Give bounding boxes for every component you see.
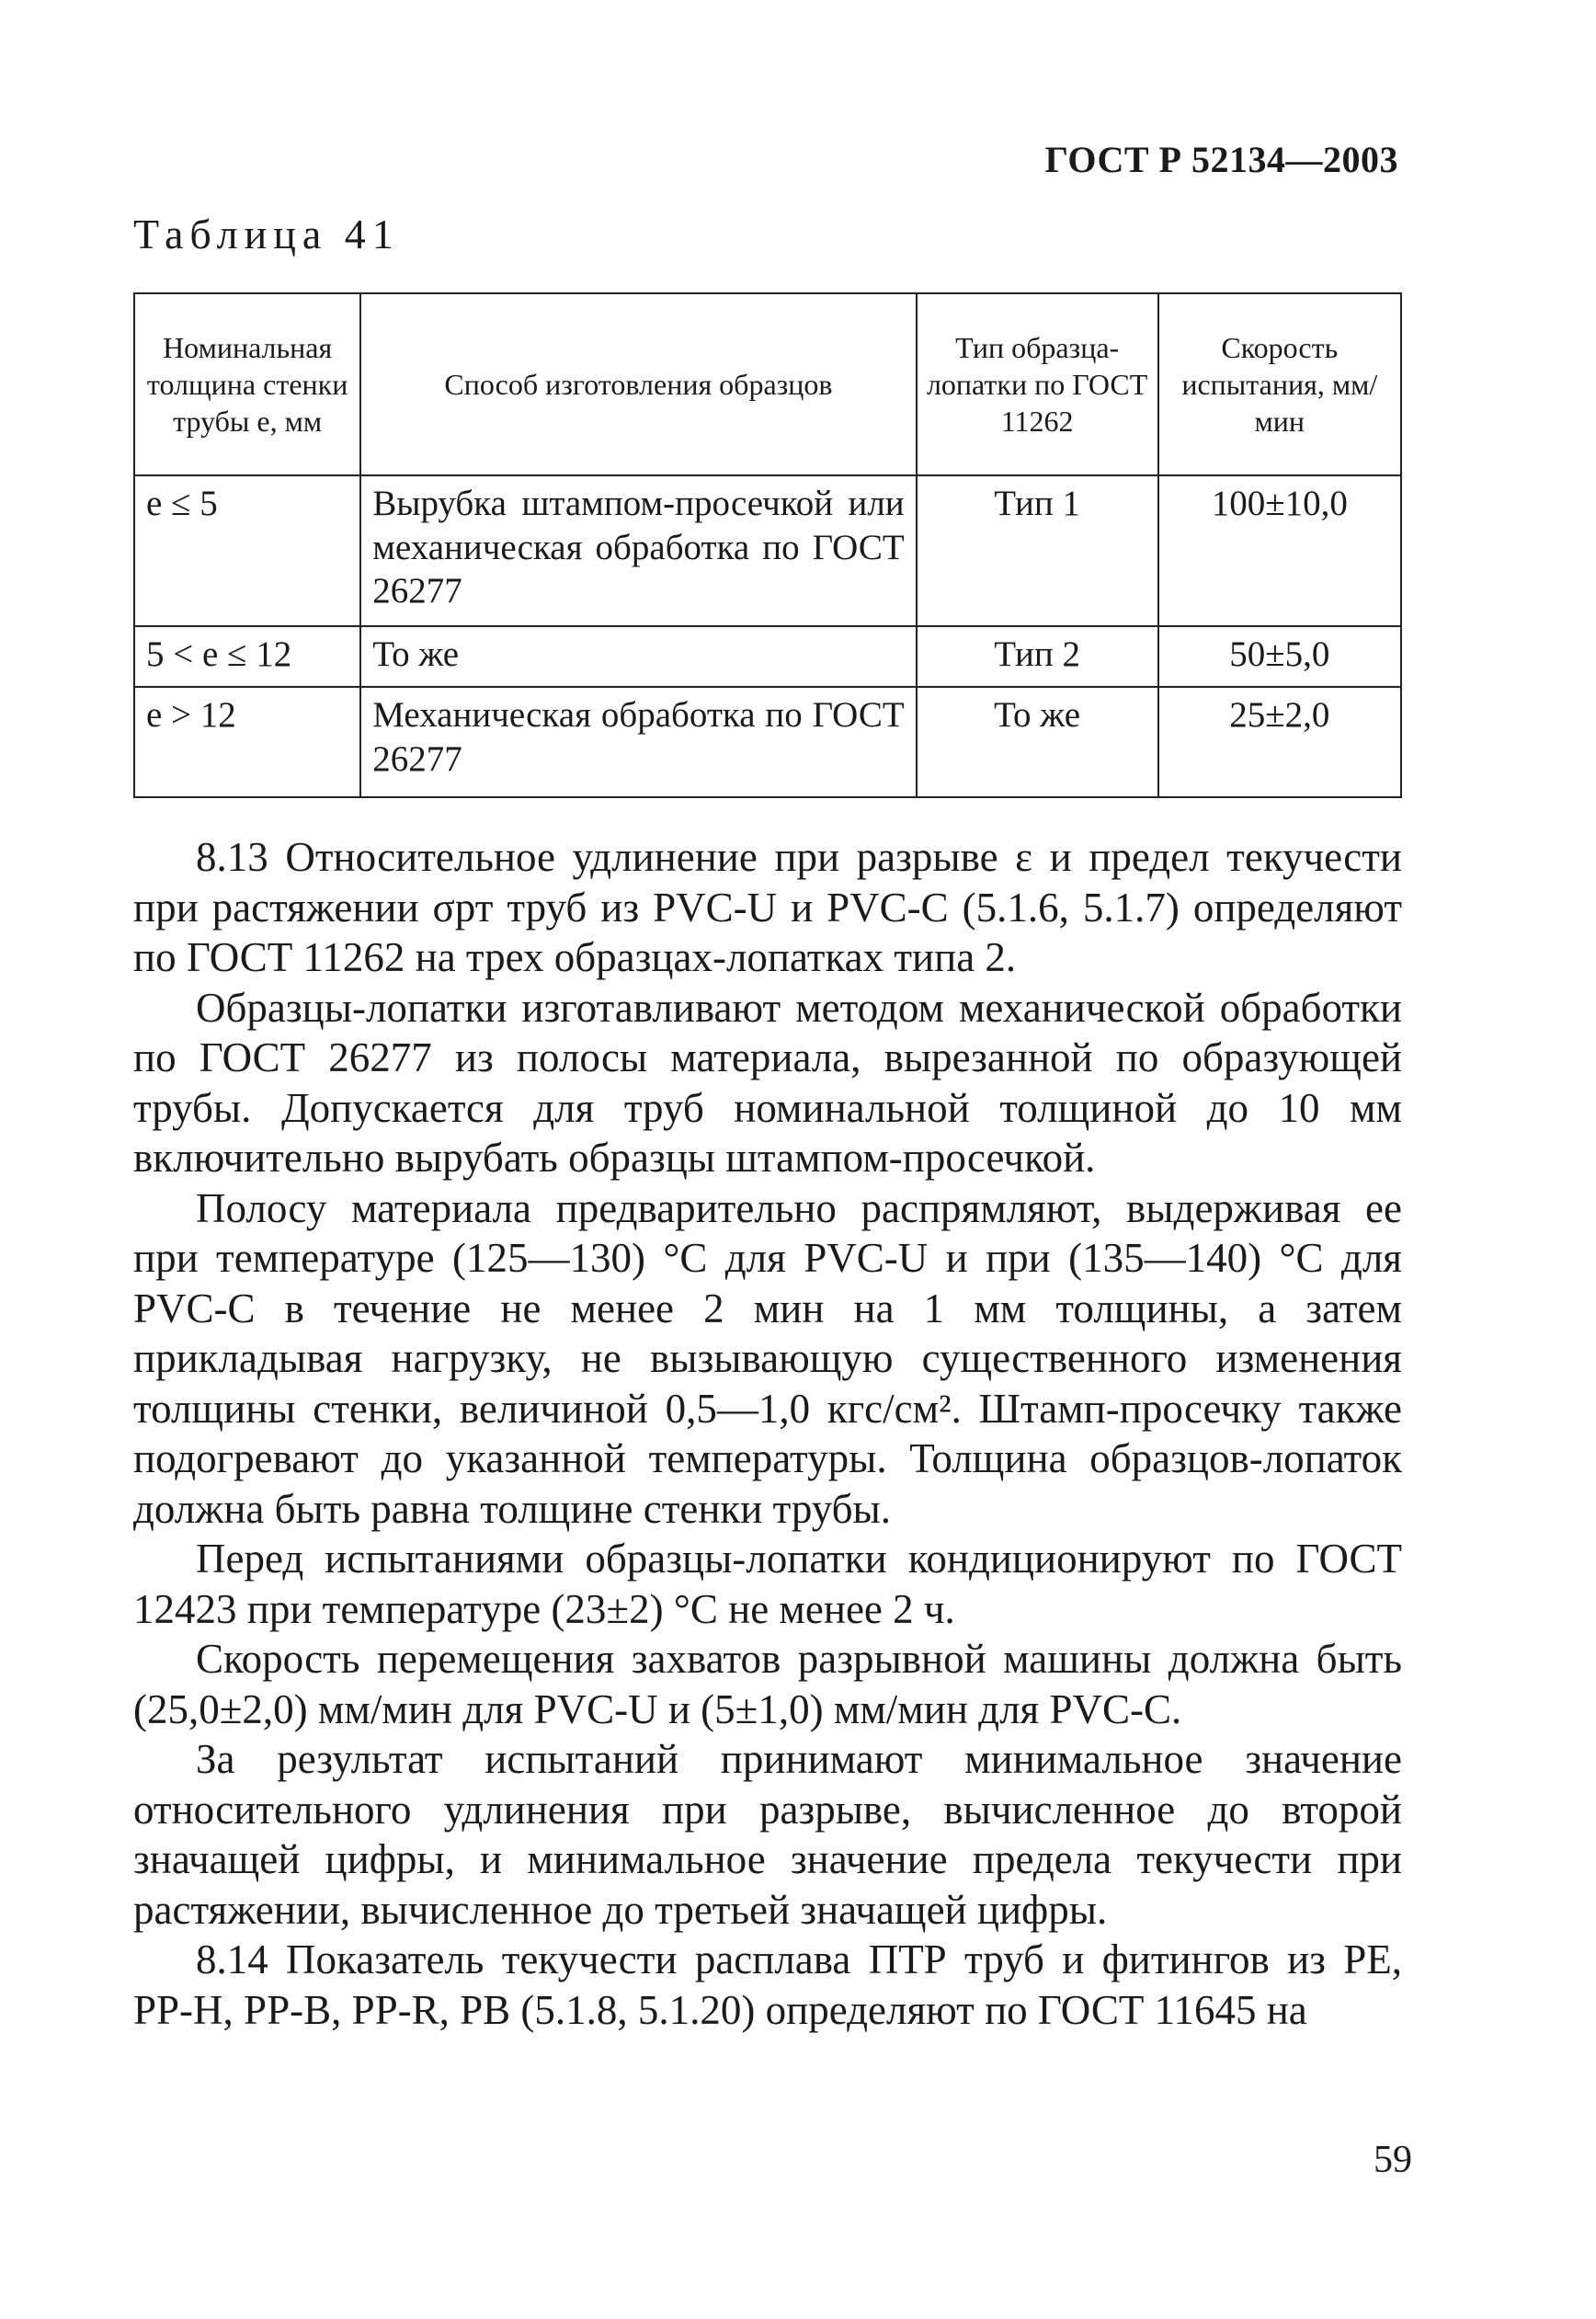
- column-header-thickness: Номинальная толщина стенки трубы е, мм: [134, 293, 360, 475]
- paragraph-8-13: 8.13 Относительное удлинение при разрыве ε и предел текучести при растяжении σрт труб из PVC-U и PVC-C (5.1.6, 5.1.7) определяют по ГОСТ 11262 на трех образцах-лопатках типа 2.: [133, 834, 1402, 980]
- cell-specimen-type: То же: [917, 687, 1158, 797]
- page-number: 59: [1374, 2139, 1412, 2181]
- table-row: [134, 626, 1401, 687]
- cell-test-speed: 50±5,0: [1158, 626, 1401, 687]
- cell-test-speed: 25±2,0: [1158, 687, 1401, 797]
- cell-specimen-type: Тип 2: [917, 626, 1158, 687]
- column-header-test-speed: Скорость испытания, мм/мин: [1158, 293, 1401, 475]
- table-caption: Таблица 41: [133, 211, 400, 257]
- column-header-specimen-type: Тип образца-лопатки по ГОСТ 11262: [917, 293, 1158, 475]
- table-header-row: [134, 293, 1401, 475]
- cell-method: То же: [360, 626, 916, 687]
- paragraph: Перед испытаниями образцы-лопатки кондиционируют по ГОСТ 12423 при температуре (23±2) °С не менее 2 ч.: [133, 1536, 1402, 1632]
- table-row: [134, 475, 1401, 626]
- table-row: [134, 687, 1401, 797]
- specimen-table: [133, 292, 1402, 798]
- column-header-method: Способ изготовления образцов: [360, 293, 916, 475]
- paragraph: За результат испытаний принимают минимальное значение относительного удлинения при разрыве, вычисленное до второй значащей цифры, и минимальное значение предела текучести при растяжении, вычисленное до третьей значащей цифры.: [133, 1736, 1402, 1933]
- cell-thickness: е > 12: [134, 687, 360, 797]
- paragraph: Образцы-лопатки изготавливают методом механической обработки по ГОСТ 26277 из полосы материала, вырезанной по образующей трубы. Допускается для труб номинальной толщиной до 10 мм включительно вырубать образцы штампом-просечкой.: [133, 984, 1402, 1181]
- cell-method: Вырубка штампом-просечкой или механическая обработка по ГОСТ 26277: [360, 475, 916, 626]
- paragraph: Полосу материала предварительно распрямляют, выдерживая ее при температуре (125—130) °С для PVC-U и при (135—140) °С для PVC-C в течение не менее 2 мин на 1 мм толщины, а затем прикладывая нагрузку, не вызывающую существенного изменения толщины стенки, величиной 0,5—1,0 кгс/см². Штамп-просечку также подогревают до указанной температуры. Толщина образцов-лопаток должна быть равна толщине стенки трубы.: [133, 1184, 1402, 1532]
- document-header: ГОСТ Р 52134—2003: [1044, 139, 1398, 180]
- cell-method: Механическая обработка по ГОСТ 26277: [360, 687, 916, 797]
- body-text: [133, 832, 1402, 2035]
- cell-thickness: 5 < е ≤ 12: [134, 626, 360, 687]
- paragraph-8-14: 8.14 Показатель текучести расплава ПТР труб и фитингов из PE, PP-H, PP-B, PP-R, PB (5.1.8, 5.1.20) определяют по ГОСТ 11645 на: [133, 1936, 1402, 2033]
- paragraph: Скорость перемещения захватов разрывной машины должна быть (25,0±2,0) мм/мин для PVC-U и (5±1,0) мм/мин для PVC-C.: [133, 1636, 1402, 1732]
- cell-specimen-type: Тип 1: [917, 475, 1158, 626]
- cell-test-speed: 100±10,0: [1158, 475, 1401, 626]
- cell-thickness: е ≤ 5: [134, 475, 360, 626]
